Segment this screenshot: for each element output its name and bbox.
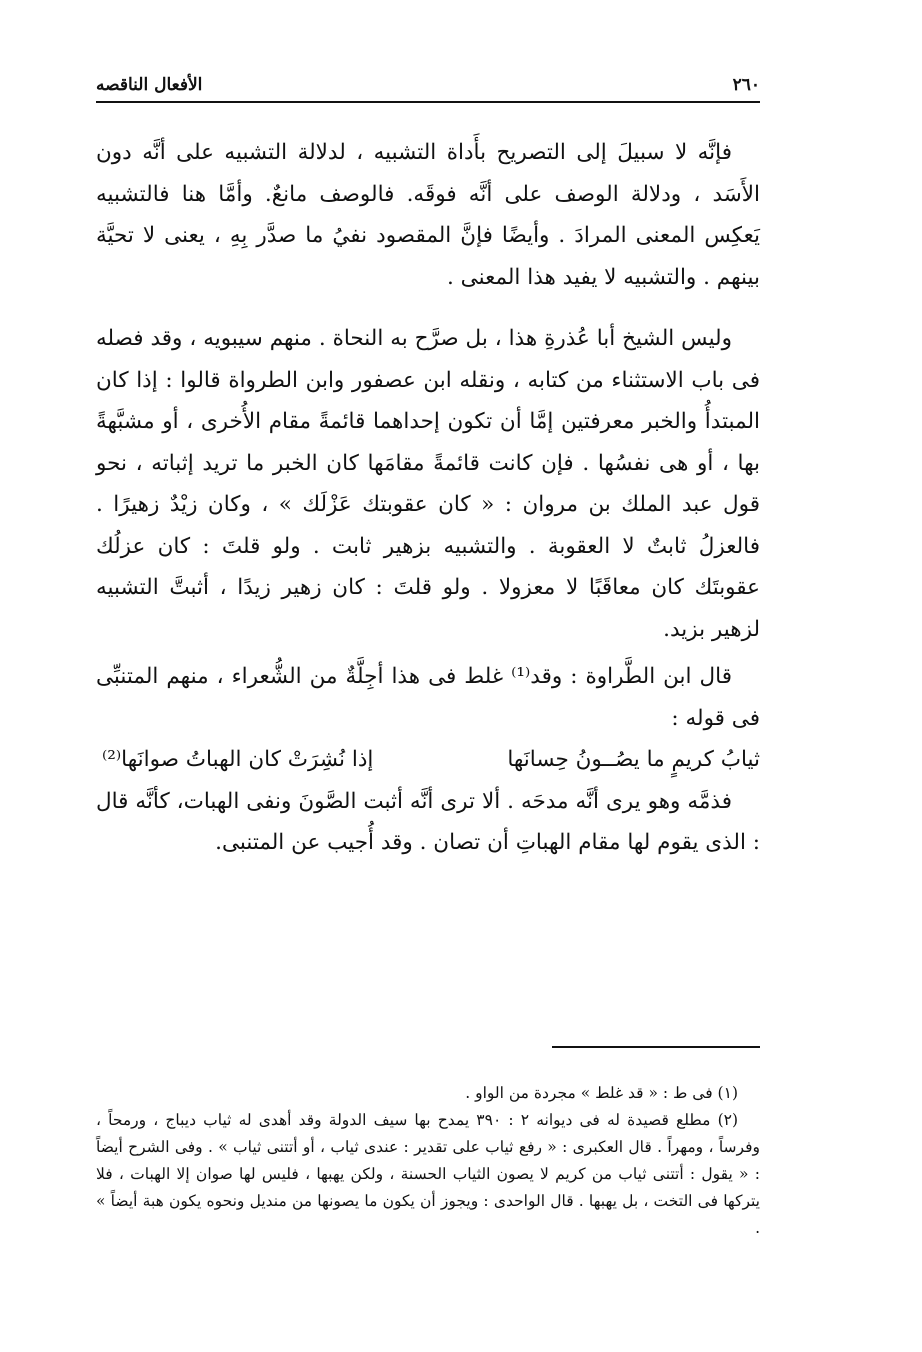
main-text — [96, 132, 760, 864]
paragraph-2: وليس الشيخ أبا عُذرةِ هذا ، بل صرَّح به النحاة . منهم سيبويه ، وقد فصله فى باب الاستثناء من كتابه ، ونقله ابن عصفور وابن الطرواة قالوا : إذا كان المبتدأُ والخبر معرفتين إمَّا أن تكون إحداهما قائمةً مقام الأُخرى ، أو مشبَّهةً بها ، أو هى نفسُها . فإن كانت قائمةً مقامَها كان الخبر ما تريد إثباته ، نحو قول عبد الملك بن مروان : « كان عقوبتك عَزْلَك » ، وكان زيْدٌ زهيرًا . فالعزلُ ثابتٌ لا العقوبة . والتشبيه بزهير ثابت . ولو قلتَ : كان عزلُك عقوبتَك كان معاقَبًا لا معزولا . ولو قلتَ : كان زهير زيدًا ، أثبتَّ التشبيه لزهير بزيد. — [96, 326, 760, 642]
running-head — [96, 70, 760, 100]
footnote-rule — [552, 1046, 760, 1048]
verse-first-hemistich: ثيابُ كريمٍ ما يصُــونُ حِسانَها — [507, 747, 760, 772]
page-number: ٢٦٠ — [732, 75, 760, 95]
footnotes — [96, 1080, 760, 1242]
poetry-verse — [96, 739, 760, 781]
paragraph-3: قال ابن الطَّراوة : وقد⁽¹⁾ غلط فى هذا أجِلَّةٌ من الشُّعراء ، منهم المتنبِّى فى قوله : — [96, 664, 760, 731]
footnote-1: (١) فى ط : « قد غلط » مجردة من الواو . — [465, 1084, 738, 1102]
paragraph-4: فذمَّه وهو يرى أنَّه مدحَه . ألا ترى أنَّه أثبت الصَّونَ ونفى الهبات، كأنَّه قال : الذى يقوم لها مقام الهباتِ أن تصان . وقد أُجيب عن المتنبى. — [96, 788, 760, 855]
paragraph-1: فإنَّه لا سبيلَ إلى التصريح بأَداة التشبيه ، لدلالة التشبيه على أنَّه دون الأَسَد ، ودلالة الوصف على أنَّه فوقَه. فالوصف مانعٌ. وأمَّا هنا فالتشبيه يَعكِس المعنى المرادَ . وأيضًا فإنَّ المقصود نفيُ ما صدَّر بِهِ ، يعنى لا تحيَّة بينهم . والتشبيه لا يفيد هذا المعنى . — [96, 140, 760, 290]
book-page — [96, 60, 760, 1300]
header-rule — [96, 101, 760, 103]
verse-second-hemistich: إذا نُشِرَتْ كان الهباتُ صوانَها⁽²⁾ — [102, 747, 374, 772]
footnote-2: (٢) مطلع قصيدة له فى ديوانه ٢ : ٣٩٠ يمدح بها سيف الدولة وقد أهدى له ثياب ديباج ، ورمحاً ، وفرساً ، ومهراً . قال العكبرى : « رفع ثياب على تقدير : عندى ثياب ، أو أتتنى ثياب » . وفى الشرح أيضاً : « يقول : أتتنى ثياب من كريم لا يصون الثياب الحسنة ، ولكن يهبها ، فليس لها صوان إلا الهبات ، فلا يتركها فى التخت ، بل يهبها . قال الواحدى : ويجوز أن يكون ما يصونها من منديل ونحوه يكون هبة أيضاً » . — [96, 1111, 760, 1237]
chapter-title: الأفعال الناقصه — [96, 75, 203, 95]
